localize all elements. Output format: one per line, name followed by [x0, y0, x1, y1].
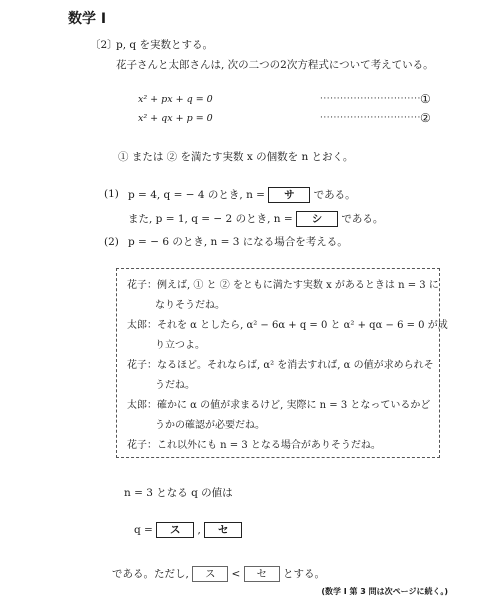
final-line-end: とする。 — [283, 568, 326, 580]
answer-box-sa[interactable]: サ — [268, 187, 310, 203]
part2-label: (2) — [104, 236, 119, 248]
problem-condition: p, q を実数とする。 — [116, 39, 213, 51]
answer-box-su[interactable]: ス — [156, 522, 194, 538]
part1-line1-end: である。 — [313, 189, 356, 201]
less-than-sign: < — [231, 568, 241, 580]
problem-number: 〔2〕 — [90, 39, 118, 51]
answer-box-se[interactable]: セ — [204, 522, 242, 538]
part1-line1 — [128, 187, 356, 203]
dialogue-line: り立つよ。 — [155, 340, 205, 351]
problem-intro: 花子さんと太郎さんは, 次の二つの2次方程式について考えている。 — [116, 59, 434, 71]
answer-q-label: q = — [134, 524, 153, 536]
final-line — [112, 566, 325, 582]
answer-comma: , — [197, 524, 201, 536]
final-line-text: である。ただし, — [112, 568, 189, 580]
dialogue-line: なりそうだね。 — [155, 300, 225, 311]
continuation-note: (数学 I 第 3 問は次ページに続く。) — [321, 587, 448, 596]
dialogue-line: 太郎：それを α としたら, α² − 6α + q = 0 と α² + qα − 6 = 0 が成 — [127, 320, 448, 331]
dialogue-line: 花子：なるほど。それならば, α² を消去すれば, α の値が求められそ — [127, 360, 434, 371]
equation-2: x² + qx + p = 0 — [138, 113, 213, 124]
part1-line1-text: p = 4, q = − 4 のとき, n = — [128, 189, 265, 201]
define-n: ① または ② を満たす実数 x の個数を n とおく。 — [118, 151, 354, 163]
equation-1: x² + px + q = 0 — [138, 94, 213, 105]
answer-intro: n = 3 となる q の値は — [124, 487, 233, 499]
part1-label: (1) — [104, 188, 119, 200]
equation-1-leader: ······························ — [320, 94, 421, 104]
dialogue-line: 花子：例えば, ① と ② をともに満たす実数 x があるときは n = 3 に — [127, 280, 439, 291]
part1-line2-end: である。 — [341, 213, 384, 225]
dialogue-line: うだね。 — [155, 380, 195, 391]
ref-box-se: セ — [244, 566, 280, 582]
equation-1-tag: ① — [420, 92, 431, 106]
answer-box-shi[interactable]: シ — [296, 211, 338, 227]
equation-2-leader: ······························ — [320, 113, 421, 123]
dialogue-line: うかの確認が必要だね。 — [155, 420, 265, 431]
part1-line2-text: また, p = 1, q = − 2 のとき, n = — [128, 213, 293, 225]
answer-q-line — [134, 522, 242, 538]
dialogue-line: 花子：これ以外にも n = 3 となる場合がありそうだね。 — [127, 440, 381, 451]
page-title: 数学 I — [68, 11, 107, 27]
dialogue-box — [116, 268, 448, 458]
ref-box-su: ス — [192, 566, 228, 582]
dialogue-line: 太郎：確かに α の値が求まるけど, 実際に n = 3 となっているかど — [127, 400, 431, 411]
part2-text: p = − 6 のとき, n = 3 になる場合を考える。 — [128, 236, 348, 248]
part1-line2 — [128, 211, 383, 227]
equation-2-tag: ② — [420, 111, 431, 125]
